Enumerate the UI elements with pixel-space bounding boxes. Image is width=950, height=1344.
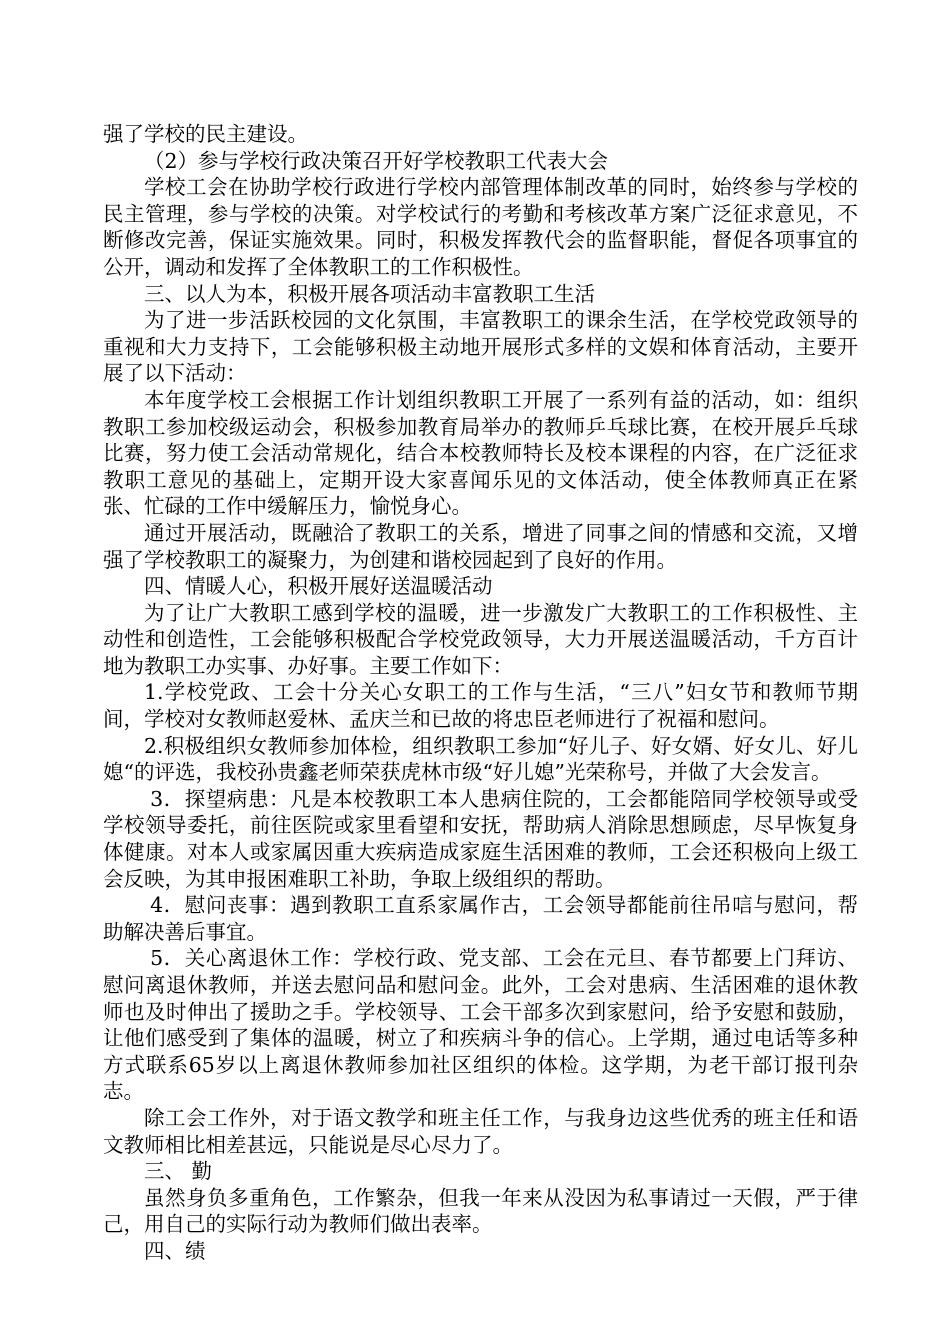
list-item-3: 3．探望病患：凡是本校教职工本人患病住院的，工会都能陪同学校领导或受学校领导委托，前往医院或家里看望和安抚，帮助病人消除思想顾虑，尽早恢复身体健康。对本人或家属因重大疾病造成家庭生活困难的教师，工会还积极向上级工会反映，为其申报困难职工补助，争取上级组织的帮助。 (103, 786, 858, 891)
paragraph-3: 学校工会在协助学校行政进行学校内部管理体制改革的同时，始终参与学校的民主管理，参与学校的决策。对学校试行的考勤和考核改革方案广泛征求意见，不断修改完善，保证实施效果。同时，积极发挥教代会的监督职能，督促各项事宜的公开，调动和发挥了全体教职工的工作积极性。 (103, 175, 858, 279)
section-heading-4: 四、情暖人心，积极开展好送温暖活动 (144, 574, 493, 599)
paragraph-6: 本年度学校工会根据工作计划组织教职工开展了一系列有益的活动，如：组织教职工参加校级运动会，积极参加教育局举办的教师乒乓球比赛，在校开展乒乓球比赛，努力使工会活动常规化，结合本校教师特长及校本课程的内容，在广泛征求教职工意见的基础上，定期开设大家喜闻乐见的文体活动，使全体教师真正在紧张、忙碌的工作中缓解压力，愉悦身心。 (103, 387, 858, 519)
section-heading-qin: 三、 勤 (144, 1159, 213, 1184)
paragraph-7: 通过开展活动，既融洽了教职工的关系，增进了同事之间的情感和交流，又增强了学校教职工的凝聚力，为创建和谐校园起到了良好的作用。 (103, 520, 858, 572)
paragraph-5: 为了进一步活跃校园的文化氛围，丰富教职工的课余生活，在学校党政领导的重视和大力支持下，工会能够积极主动地开展形式多样的文娱和体育活动，主要开展了以下活动： (103, 308, 858, 386)
document-page (103, 121, 858, 1265)
list-item-1: 1.学校党政、工会十分关心女职工的工作与生活，“三八”妇女节和教师节期间，学校对女教师赵爱林、孟庆兰和已故的将忠臣老师进行了祝福和慰问。 (103, 680, 858, 732)
paragraph-15: 除工会工作外，对于语文教学和班主任工作，与我身边这些优秀的班主任和语文教师相比相差甚远，只能说是尽心尽力了。 (103, 1105, 858, 1157)
paragraph-1: 强了学校的民主建设。 (103, 122, 308, 146)
section-heading-3: 三、以人为本，积极开展各项活动丰富教职工生活 (144, 281, 595, 306)
paragraph-9: 为了让广大教职工感到学校的温暖，进一步激发广大教职工的工作积极性、主动性和创造性，工会能够积极配合学校党政领导，大力开展送温暖活动，千方百计地为教职工办实事、办好事。主要工作如下： (103, 600, 858, 678)
section-heading-ji: 四、绩 (144, 1238, 206, 1263)
list-item-2: 2.积极组织女教师参加体检，组织教职工参加“好儿子、好女婿、好女儿、好儿媳“的评选，我校孙贵鑫老师荣获虎林市级“好儿媳”光荣称号，并做了大会发言。 (103, 733, 858, 785)
list-item-5: 5．关心离退休工作：学校行政、党支部、工会在元旦、春节都要上门拜访、慰问离退休教师，并送去慰问品和慰问金。此外，工会对患病、生活困难的退休教师也及时伸出了援助之手。学校领导、工会干部多次到家慰问，给予安慰和鼓励，让他们感受到了集体的温暖，树立了和疾病斗争的信心。上学期，通过电话等多种方式联系65岁以上离退休教师参加社区组织的体检。这学期，为老干部订报刊杂志。 (103, 946, 858, 1104)
list-item-4: 4．慰问丧事：遇到教职工直系家属作古，工会领导都能前往吊唁与慰问，帮助解决善后事宜。 (103, 893, 858, 944)
section-heading-2: （2）参与学校行政决策召开好学校教职工代表大会 (144, 148, 609, 173)
paragraph-17: 虽然身负多重角色，工作繁杂，但我一年来从没因为私事请过一天假，严于律己，用自己的实际行动为教师们做出表率。 (103, 1185, 858, 1237)
